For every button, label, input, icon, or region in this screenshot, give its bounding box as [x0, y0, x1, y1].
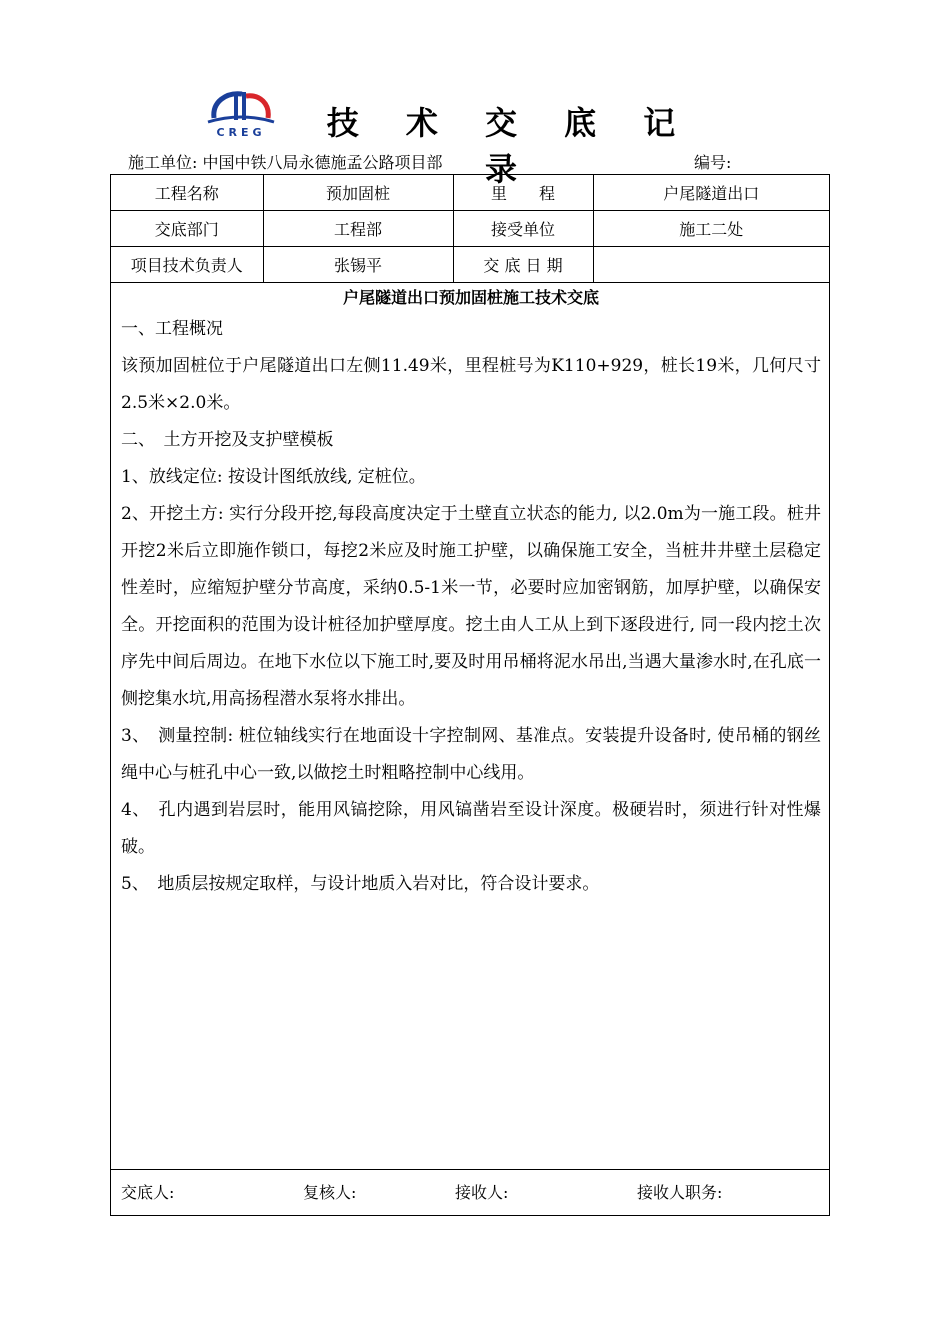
value-department: 工程部 — [263, 211, 453, 247]
paragraph: 一、工程概况 — [121, 319, 223, 339]
logo-text: CREG — [216, 126, 266, 139]
value-receiving-unit: 施工二处 — [593, 211, 829, 247]
table-row — [111, 175, 829, 211]
creg-logo — [204, 88, 278, 140]
paragraph: 3、 测量控制: 桩位轴线实行在地面设十字控制网、基准点。安装提升设备时, 使吊桶的钢丝绳中心与桩孔中心一致,以做挖土时粗略控制中心线用。 — [121, 726, 821, 783]
receiver-label: 接收人: — [455, 1183, 509, 1202]
label-department: 交底部门 — [111, 211, 263, 247]
value-mileage: 户尾隧道出口 — [593, 175, 829, 211]
disclosure-content — [121, 285, 821, 903]
paragraph: 2、开挖土方: 实行分段开挖,每段高度决定于土壁直立状态的能力, 以2.0m为一施工段。桩井开挖2米后立即施作锁口，每挖2米应及时施工护壁，以确保施工安全，当桩井井壁土层稳定性差时，应缩短护壁分节高度，采纳0.5-1米一节，必要时应加密钢筋，加厚护壁，以确保安全。开挖面积的范围为设计桩径加护壁厚度。挖土由人工从上到下逐段进行, 同一段内挖土次序先中间后周边。在地下水位以下施工时,要及时用吊桶将泥水吊出,当遇大量渗水时,在孔底一侧挖集水坑,用高扬程潜水泵将水排出。 — [121, 504, 821, 709]
label-tech-lead: 项目技术负责人 — [111, 247, 263, 283]
paragraph: 1、放线定位: 按设计图纸放线, 定桩位。 — [121, 467, 426, 487]
info-table — [111, 175, 829, 283]
value-date — [593, 247, 829, 283]
paragraph: 二、 土方开挖及支护壁模板 — [121, 430, 334, 450]
value-tech-lead: 张锡平 — [263, 247, 453, 283]
label-receiving-unit: 接受单位 — [453, 211, 593, 247]
label-mileage: 里 程 — [453, 175, 593, 211]
paragraph: 5、 地质层按规定取样，与设计地质入岩对比，符合设计要求。 — [121, 874, 600, 894]
label-project-name: 工程名称 — [111, 175, 263, 211]
signature-row — [111, 1169, 829, 1216]
paragraph: 4、 孔内遇到岩层时，能用风镐挖除，用风镐凿岩至设计深度。极硬岩时，须进行针对性爆破。 — [121, 800, 821, 857]
content-title: 户尾隧道出口预加固桩施工技术交底 — [342, 288, 599, 307]
paragraph: 该预加固桩位于户尾隧道出口左侧11.49米，里程桩号为K110+929，桩长19米，几何尺寸2.5米×2.0米。 — [121, 356, 821, 413]
record-form — [110, 174, 830, 1216]
table-row — [111, 247, 829, 283]
reviewer-label: 复核人: — [303, 1183, 357, 1202]
page-title: 技 术 交 底 记 录 — [326, 104, 694, 188]
creg-emblem-icon — [204, 88, 278, 128]
value-project-name: 预加固桩 — [263, 175, 453, 211]
label-date: 交 底 日 期 — [453, 247, 593, 283]
construction-unit: 施工单位: 中国中铁八局永德施孟公路项目部 — [128, 153, 443, 172]
document-number-label: 编号: — [694, 153, 732, 172]
table-row — [111, 211, 829, 247]
discloser-label: 交底人: — [121, 1183, 175, 1202]
receiver-position-label: 接收人职务: — [637, 1183, 723, 1202]
